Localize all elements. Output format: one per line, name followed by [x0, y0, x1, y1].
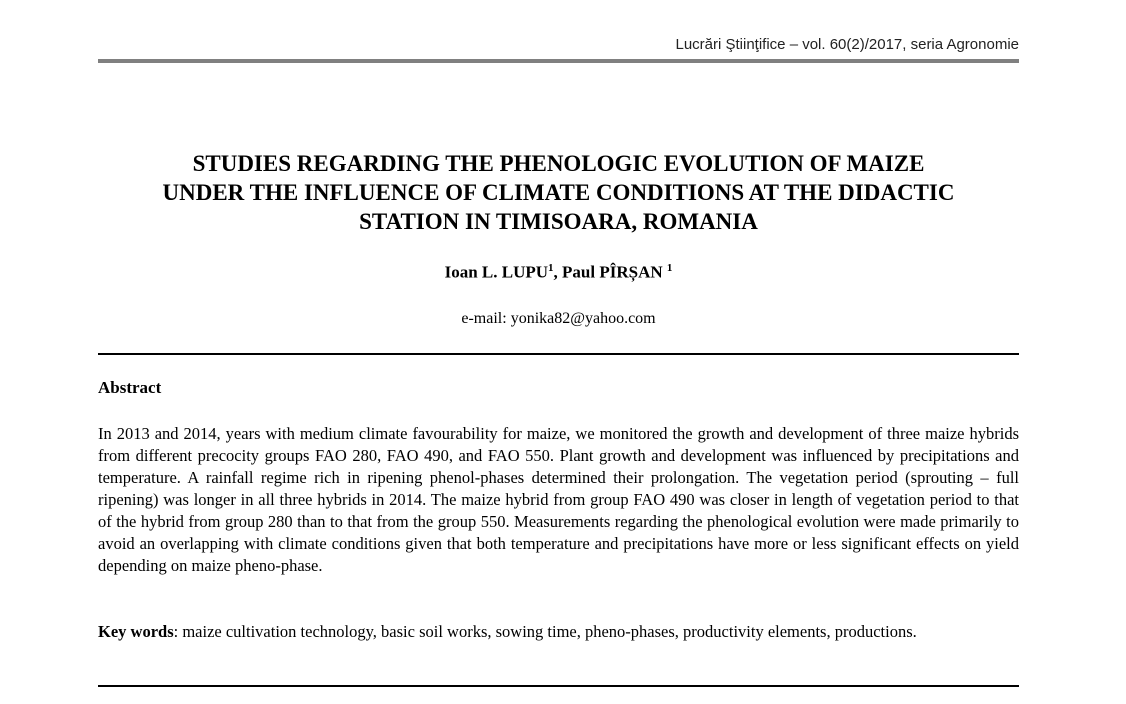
keywords-label: Key words	[98, 622, 174, 641]
keywords-text: : maize cultivation technology, basic soil works, sowing time, pheno-phases, productivity elements, productions.	[173, 622, 917, 641]
author-separator: ,	[553, 262, 563, 282]
abstract-top-divider	[98, 353, 1019, 355]
abstract-bottom-divider	[98, 685, 1019, 687]
keywords	[98, 621, 958, 643]
header-divider	[98, 59, 1019, 63]
title-line: STATION IN TIMISOARA, ROMANIA	[359, 209, 758, 234]
author-name: Ioan L. LUPU	[444, 262, 549, 282]
paper-title	[98, 149, 1019, 236]
author-name: Paul PÎRȘAN	[562, 262, 663, 282]
author-list	[98, 262, 1019, 283]
abstract-body: In 2013 and 2014, years with medium climate favourability for maize, we monitored the growth and development of three maize hybrids from different precocity groups FAO 280, FAO 490, and FAO 550. Plant growth and development was influenced by precipitations and temperature. A rainfall regime rich in ripening phenol-phases determined their prolongation. The vegetation period (sprouting – full ripening) was longer in all three hybrids in 2014. The maize hybrid from group FAO 490 was closer in length of vegetation period to that of the hybrid from group 280 than to that from the group 550. Measurements regarding the phenological evolution were made primarily to avoid an overlapping with climate conditions given that both temperature and precipitations have more or less significant effects on yield depending on maize pheno-phase.	[98, 424, 1019, 575]
running-header: Lucrări Ştiinţifice – vol. 60(2)/2017, seria Agronomie	[675, 36, 1019, 53]
title-line: UNDER THE INFLUENCE OF CLIMATE CONDITIONS AT THE DIDACTIC	[162, 180, 955, 205]
author-affiliation: 1	[666, 262, 673, 274]
author-affiliation: 1	[548, 262, 554, 274]
abstract-heading: Abstract	[98, 378, 162, 397]
title-line: STUDIES REGARDING THE PHENOLOGIC EVOLUTION OF MAIZE	[192, 151, 925, 176]
author-email: e-mail: yonika82@yahoo.com	[461, 310, 656, 327]
